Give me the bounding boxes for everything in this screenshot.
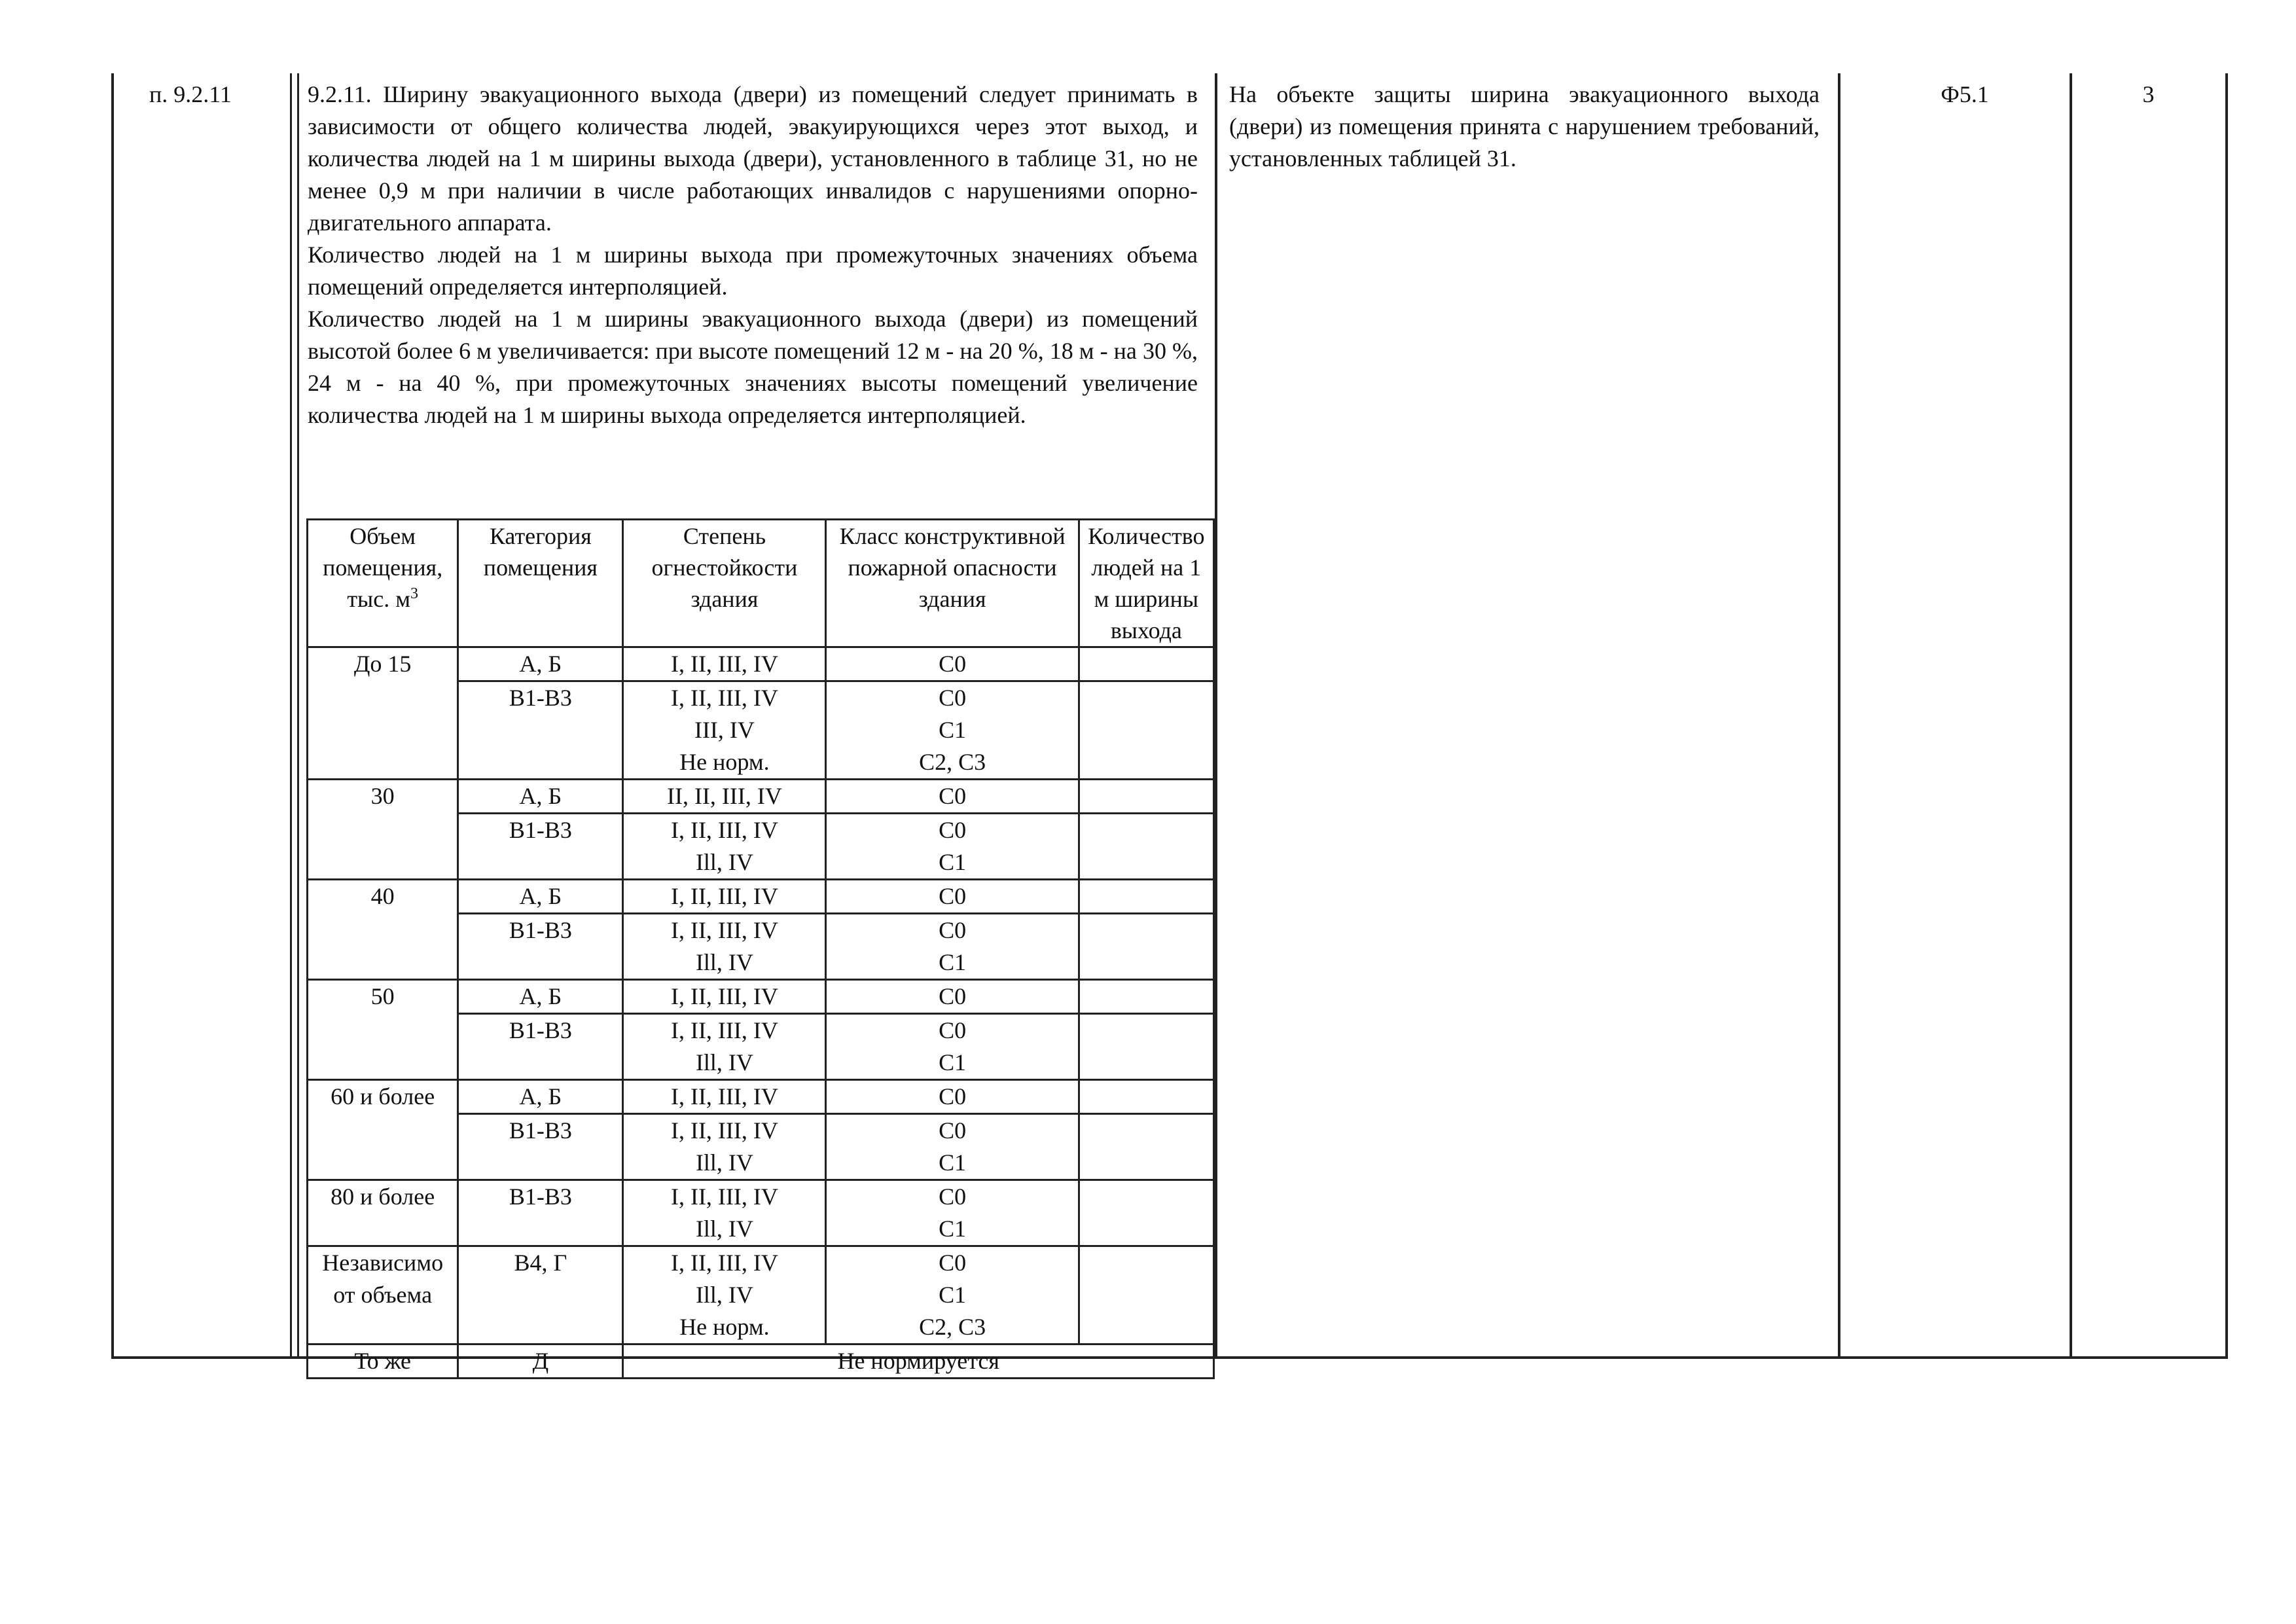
people-per-meter-cell bbox=[1079, 1014, 1213, 1080]
constructive-class-cell bbox=[826, 1246, 1079, 1344]
column-divider bbox=[1838, 73, 1840, 1359]
constructive-class-line: С1 bbox=[939, 849, 967, 875]
table-row bbox=[308, 1180, 1214, 1246]
volume-cell: До 15 bbox=[308, 647, 458, 780]
fire-resistance-line: I, II, III, IV bbox=[670, 1183, 778, 1210]
people-per-meter-cell bbox=[1079, 647, 1213, 681]
constructive-class-line: С1 bbox=[939, 717, 967, 743]
fire-resistance-cell bbox=[623, 1014, 826, 1080]
fire-resistance-cell bbox=[623, 814, 826, 880]
people-per-meter-cell bbox=[1079, 814, 1213, 880]
volume-cell: 60 и более bbox=[308, 1080, 458, 1180]
constructive-class-cell bbox=[826, 880, 1079, 914]
rule-reference: п. 9.2.11 bbox=[149, 81, 232, 107]
people-per-meter-cell bbox=[1079, 980, 1213, 1014]
fire-resistance-line: I, II, III, IV bbox=[670, 917, 778, 943]
fire-resistance-line: I, II, III, IV bbox=[670, 983, 778, 1009]
constructive-class-line: С0 bbox=[939, 1017, 967, 1043]
header-fire-resistance: Степень огнестойкости здания bbox=[623, 520, 826, 647]
violation-text: На объекте защиты ширина эвакуационного выхода (двери) из помещения принята с нарушением требований, установленных таблицей 31. bbox=[1229, 81, 1820, 171]
volume-cell: То же bbox=[308, 1344, 458, 1379]
fire-resistance-cell bbox=[623, 1080, 826, 1114]
fire-resistance-cell bbox=[623, 1180, 826, 1246]
constructive-class-line: С1 bbox=[939, 1216, 967, 1242]
table-border-left bbox=[111, 73, 114, 1359]
constructive-class-cell bbox=[826, 780, 1079, 814]
column-divider bbox=[2070, 73, 2072, 1359]
constructive-class-cell bbox=[826, 1014, 1079, 1080]
constructive-class-cell bbox=[826, 814, 1079, 880]
fire-resistance-cell bbox=[623, 681, 826, 780]
not-regulated-cell: Не нормируется bbox=[623, 1344, 1214, 1379]
fire-resistance-cell bbox=[623, 880, 826, 914]
fire-resistance-line: Ill, IV bbox=[695, 1216, 753, 1242]
category-cell: В1-В3 bbox=[458, 1180, 623, 1246]
constructive-class-line: С0 bbox=[939, 651, 967, 677]
fire-resistance-line: I, II, III, IV bbox=[670, 1250, 778, 1276]
category-cell: В1-В3 bbox=[458, 681, 623, 780]
fire-resistance-line: I, II, III, IV bbox=[670, 651, 778, 677]
table-31 bbox=[306, 518, 1215, 1379]
fire-resistance-line: I, II, III, IV bbox=[670, 1017, 778, 1043]
people-per-meter-cell bbox=[1079, 1180, 1213, 1246]
fire-resistance-cell bbox=[623, 647, 826, 681]
volume-cell: Независимо от объема bbox=[308, 1246, 458, 1344]
constructive-class-line: С0 bbox=[939, 983, 967, 1009]
table-row bbox=[308, 647, 1214, 681]
requirement-paragraph: Количество людей на 1 м ширины эвакуационного выхода (двери) из помещений высотой более 6 м увеличивается: при высоте помещений 12 м - на 20 %, 18 м - на 30 %, 24 м - на 40 %, при промежуточных значениях высоты помещений увеличение количества людей на 1 м ширины выхода определяется интерполяцией. bbox=[308, 306, 1198, 428]
header-volume: Объем помещения, тыс. $м^3$ bbox=[308, 520, 458, 647]
constructive-class-cell bbox=[826, 1180, 1079, 1246]
fire-resistance-cell bbox=[623, 1246, 826, 1344]
fire-resistance-cell bbox=[623, 1114, 826, 1180]
constructive-class-line: С1 bbox=[939, 1149, 967, 1176]
people-per-meter-cell bbox=[1079, 1246, 1213, 1344]
volume-cell: 40 bbox=[308, 880, 458, 980]
column-divider bbox=[297, 73, 299, 1359]
table-row bbox=[308, 1246, 1214, 1344]
category-cell: А, Б bbox=[458, 780, 623, 814]
volume-cell: 80 и более bbox=[308, 1180, 458, 1246]
volume-cell: 30 bbox=[308, 780, 458, 880]
people-per-meter-cell bbox=[1079, 880, 1213, 914]
fire-resistance-line: Не норм. bbox=[679, 749, 770, 775]
fire-resistance-line: Ill, IV bbox=[695, 949, 753, 975]
column-divider bbox=[1215, 73, 1217, 1359]
category-cell: В1-В3 bbox=[458, 814, 623, 880]
constructive-class-cell bbox=[826, 681, 1079, 780]
table-row bbox=[308, 880, 1214, 914]
constructive-class-line: С0 bbox=[939, 1083, 967, 1110]
category-cell: А, Б bbox=[458, 647, 623, 681]
fire-resistance-cell bbox=[623, 914, 826, 980]
category-cell: А, Б bbox=[458, 980, 623, 1014]
requirement-text bbox=[308, 79, 1198, 431]
fire-resistance-cell bbox=[623, 980, 826, 1014]
constructive-class-line: С1 bbox=[939, 1049, 967, 1075]
category-cell: В1-В3 bbox=[458, 1114, 623, 1180]
constructive-class-cell bbox=[826, 1080, 1079, 1114]
table-row bbox=[308, 780, 1214, 814]
constructive-class-line: С0 bbox=[939, 1183, 967, 1210]
constructive-class-cell bbox=[826, 1114, 1079, 1180]
constructive-class-line: С0 bbox=[939, 1117, 967, 1144]
category-cell: А, Б bbox=[458, 1080, 623, 1114]
constructive-class-line: С0 bbox=[939, 883, 967, 909]
people-per-meter-cell bbox=[1079, 681, 1213, 780]
requirement-paragraph: Количество людей на 1 м ширины выхода при промежуточных значениях объема помещений определяется интерполяцией. bbox=[308, 242, 1198, 300]
header-constructive-class: Класс конструктивной пожарной опасности здания bbox=[826, 520, 1079, 647]
constructive-class-line: С0 bbox=[939, 917, 967, 943]
constructive-class-line: С2, С3 bbox=[919, 749, 986, 775]
category-cell: Д bbox=[458, 1344, 623, 1379]
requirement-paragraph: 9.2.11. Ширину эвакуационного выхода (двери) из помещений следует принимать в зависимости от общего количества людей, эвакуирующихся через этот выход, и количества людей на 1 м ширины выхода (двери), установленного в таблице 31, но не менее 0,9 м при наличии в числе работающих инвалидов с нарушениями опорно-двигательного аппарата. bbox=[308, 81, 1198, 236]
people-per-meter-cell bbox=[1079, 780, 1213, 814]
fire-resistance-line: I, II, III, IV bbox=[670, 817, 778, 843]
header-people-per-meter: Количество людей на 1 м ширины выхода bbox=[1079, 520, 1213, 647]
category-cell: В1-В3 bbox=[458, 1014, 623, 1080]
fire-resistance-cell bbox=[623, 780, 826, 814]
volume-cell: 50 bbox=[308, 980, 458, 1080]
fire-resistance-line: I, II, III, IV bbox=[670, 685, 778, 711]
fire-resistance-line: I, II, III, IV bbox=[670, 883, 778, 909]
constructive-class-line: С1 bbox=[939, 949, 967, 975]
constructive-class-line: С0 bbox=[939, 783, 967, 809]
table-border-right bbox=[2225, 73, 2228, 1359]
people-per-meter-cell bbox=[1079, 914, 1213, 980]
category-cell: В1-В3 bbox=[458, 914, 623, 980]
category-cell: В4, Г bbox=[458, 1246, 623, 1344]
constructive-class-cell bbox=[826, 647, 1079, 681]
fire-resistance-line: Не норм. bbox=[679, 1314, 770, 1340]
fire-resistance-line: Ill, IV bbox=[695, 1149, 753, 1176]
fire-resistance-line: Ill, IV bbox=[695, 849, 753, 875]
table-row bbox=[308, 1344, 1214, 1379]
fire-resistance-line: Ill, IV bbox=[695, 1049, 753, 1075]
column-divider bbox=[290, 73, 292, 1359]
table-row bbox=[308, 980, 1214, 1014]
people-per-meter-cell bbox=[1079, 1114, 1213, 1180]
violation-code: Ф5.1 bbox=[1941, 81, 1989, 107]
fire-resistance-line: Ill, IV bbox=[695, 1282, 753, 1308]
fire-resistance-line: III, IV bbox=[694, 717, 755, 743]
header-category: Категория помещения bbox=[458, 520, 623, 647]
constructive-class-cell bbox=[826, 914, 1079, 980]
fire-resistance-line: I, II, III, IV bbox=[670, 1083, 778, 1110]
people-per-meter-cell bbox=[1079, 1080, 1213, 1114]
severity-value: 3 bbox=[2142, 81, 2155, 107]
constructive-class-line: С2, С3 bbox=[919, 1314, 986, 1340]
fire-resistance-line: II, II, III, IV bbox=[666, 783, 782, 809]
constructive-class-line: С0 bbox=[939, 1250, 967, 1276]
table-row bbox=[308, 1080, 1214, 1114]
table-31-clip bbox=[306, 518, 1215, 1374]
constructive-class-line: С0 bbox=[939, 685, 967, 711]
constructive-class-cell bbox=[826, 980, 1079, 1014]
fire-resistance-line: I, II, III, IV bbox=[670, 1117, 778, 1144]
constructive-class-line: С1 bbox=[939, 1282, 967, 1308]
category-cell: А, Б bbox=[458, 880, 623, 914]
constructive-class-line: С0 bbox=[939, 817, 967, 843]
